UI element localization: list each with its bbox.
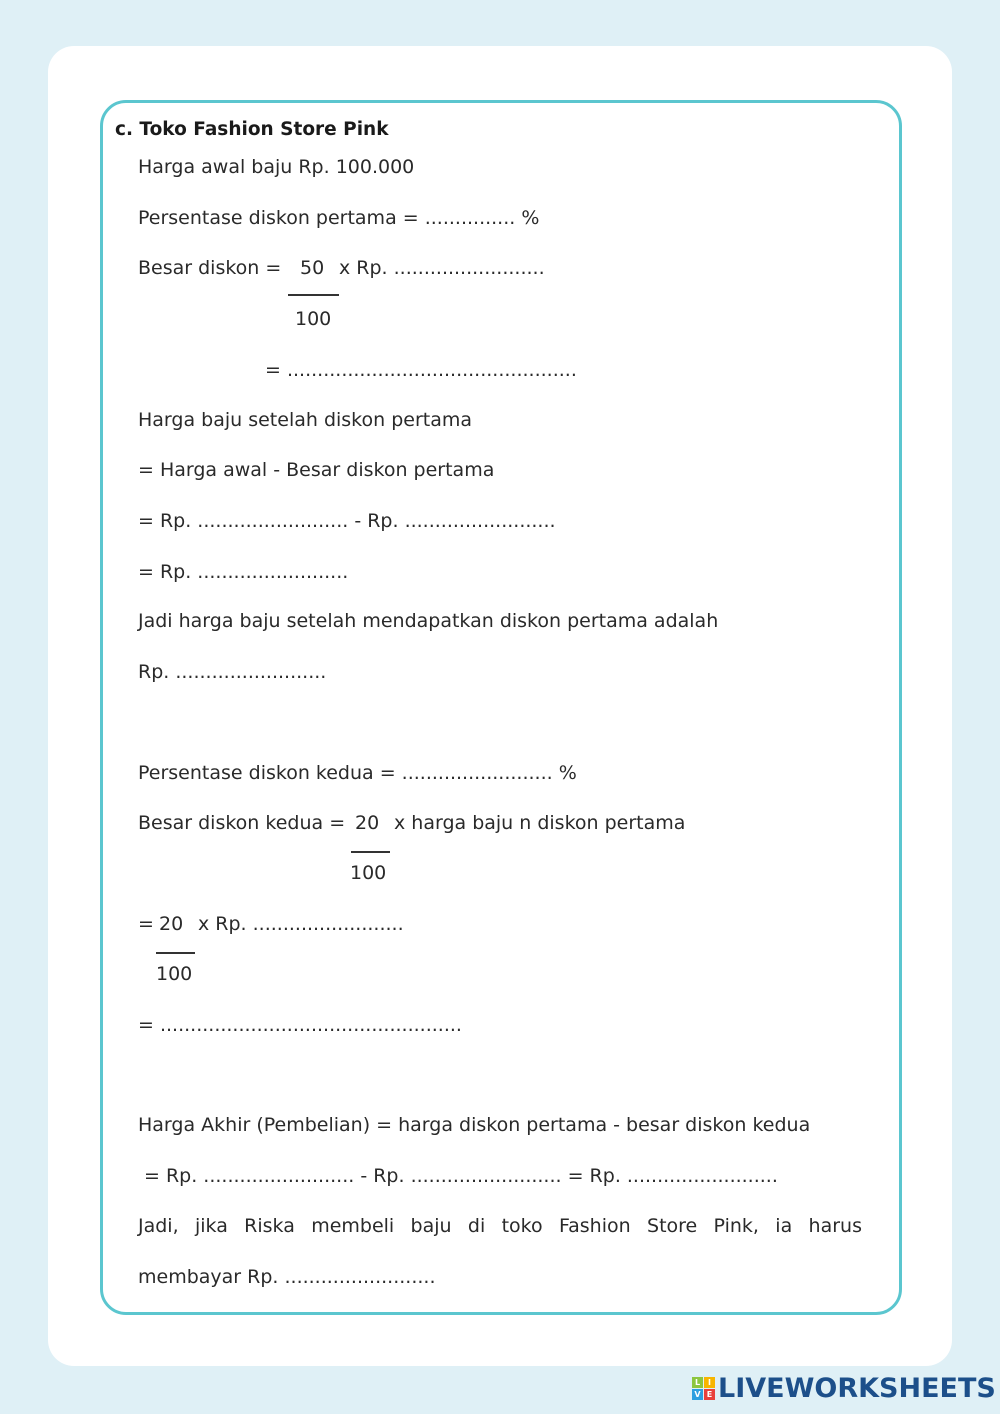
price-after-first-result: = Rp. ......................... bbox=[138, 561, 349, 583]
fraction-denominator: 100 bbox=[295, 308, 332, 330]
second-discount-calc: x Rp. ......................... bbox=[198, 913, 404, 935]
first-discount-label: Besar diskon = bbox=[138, 257, 282, 279]
liveworksheets-logo bbox=[692, 1373, 996, 1404]
section-title: c. Toko Fashion Store Pink bbox=[115, 119, 389, 140]
first-discount-percent: Persentase diskon pertama = ............... % bbox=[138, 207, 540, 229]
fraction-denominator: 100 bbox=[350, 862, 387, 884]
first-discount-rest: x Rp. ......................... bbox=[339, 257, 545, 279]
second-discount-label: Besar diskon kedua = bbox=[138, 812, 346, 834]
conclusion-first-amount: Rp. ......................... bbox=[138, 661, 327, 683]
second-discount-rest: x harga baju n diskon pertama bbox=[394, 812, 686, 834]
second-discount-percent: Persentase diskon kedua = ......................... % bbox=[138, 762, 577, 784]
fraction-bar bbox=[351, 851, 390, 853]
initial-price: Harga awal baju Rp. 100.000 bbox=[138, 156, 415, 178]
fraction-numerator: 20 bbox=[159, 913, 184, 935]
price-after-first-label: Harga baju setelah diskon pertama bbox=[138, 409, 473, 431]
logo-icon: L I V E bbox=[692, 1377, 715, 1400]
final-price-calc: = Rp. ......................... - Rp. ......................... = Rp. ......................... bbox=[144, 1165, 778, 1187]
final-price-formula: Harga Akhir (Pembelian) = harga diskon pertama - besar diskon kedua bbox=[138, 1114, 811, 1136]
first-discount-result: = ................................................ bbox=[265, 359, 577, 381]
fraction-numerator: 20 bbox=[355, 812, 380, 834]
final-conclusion: Jadi, jika Riska membeli baju di toko Fashion Store Pink, ia harus bbox=[138, 1215, 862, 1237]
fraction-numerator: 50 bbox=[300, 257, 325, 279]
fraction-denominator: 100 bbox=[156, 963, 193, 985]
equals-sign: = bbox=[138, 913, 154, 935]
conclusion-first: Jadi harga baju setelah mendapatkan diskon pertama adalah bbox=[138, 610, 719, 632]
price-after-first-subtraction: = Rp. ......................... - Rp. ......................... bbox=[138, 510, 556, 532]
final-conclusion-amount: membayar Rp. ......................... bbox=[138, 1266, 436, 1288]
price-after-first-formula: = Harga awal - Besar diskon pertama bbox=[138, 459, 495, 481]
fraction-bar bbox=[288, 294, 339, 296]
second-discount-result: = .................................................. bbox=[138, 1014, 462, 1036]
fraction-bar bbox=[156, 952, 195, 954]
logo-text: LIVEWORKSHEETS bbox=[718, 1373, 996, 1404]
